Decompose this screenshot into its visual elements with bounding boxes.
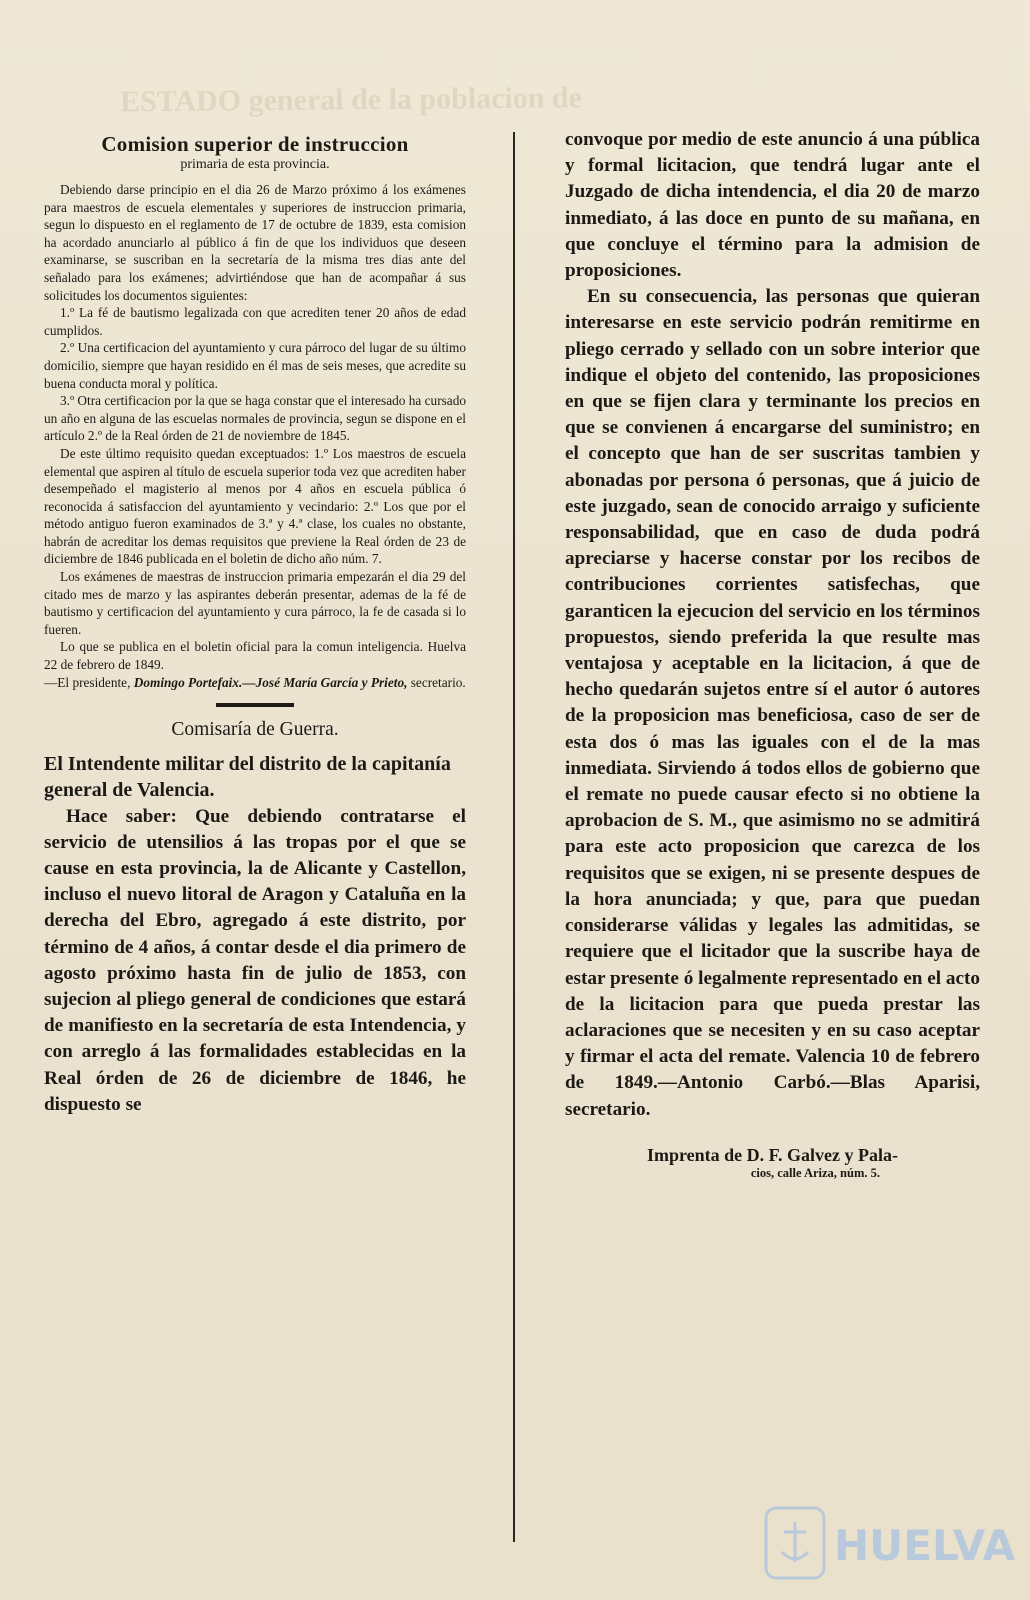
- section-divider: [216, 703, 294, 707]
- paragraph: Los exámenes de maestras de instruccion primaria empezarán el dia 29 del citado mes de marzo y las aspirantes deberán presentar, ademas de la fé de bautismo y certificacion del ayuntamiento y cura párroco, la fe de casada si lo fueren.: [44, 569, 466, 637]
- paragraph: Lo que se publica en el boletin oficial para la comun inteligencia. Huelva 22 de febrero de 1849.: [44, 639, 466, 673]
- paragraph: Debiendo darse principio en el dia 26 de Marzo próximo á los exámenes para maestros de escuela elementales y superiores de instruccion primaria, segun lo dispuesto en el reglamento de 17 de octubre de 1839, esta comision ha acordado anunciarlo al público á fin de que los individuos que deseen examinarse, se suscriban en la secretaría de la misma tres dias ante del señalado para los exámenes; advirtiéndose que han de acompañar á sus solicitudes los documentos siguientes:: [44, 182, 466, 303]
- signature-line: [44, 674, 466, 692]
- column-rule: [513, 132, 515, 1542]
- archive-watermark: [764, 1500, 1024, 1590]
- paragraph: De este último requisito quedan exceptuados: 1.º Los maestros de escuela elemental que aspiren al título de escuela superior toda vez que acrediten haber desempeñado el magisterio al menos por 4 años en escuela pública ó reconocida á satisfaccion del ayuntamiento y vecindario: 2.º Los que por el método antiguo fueron examinados de 3.ª y 4.ª clase, los cuales no obstante, habrán de acreditar los demas requisitos que previene la Real órden de 23 de diciembre de 1846 publicada en el boletin de dicho año núm. 7.: [44, 445, 466, 567]
- stamp-text: HUELVA: [834, 1521, 1016, 1570]
- comisaria-notice-continued: [565, 127, 980, 1123]
- paragraph: 1.º La fé de bautismo legalizada con que acrediten tener 20 años de edad cumplidos.: [44, 305, 466, 338]
- article-subtitle: primaria de esta provincia.: [180, 157, 330, 172]
- notice-body: Hace saber: Que debiendo contratarse el servicio de utensilios á las tropas por el que se cause en esta provincia, la de Alicante y Castellon, incluso el nuevo litoral de Aragon y Cataluña en la derecha del Ebro, agregado á este distrito, por término de 4 años, á contar desde el dia primero de agosto próximo hasta fin de julio de 1853, con sujecion al pliego general de condiciones que estará de manifiesto en la secretaría de esta Intendencia, y con arreglo á las formalidades establecidas en la Real órden de 26 de diciembre de 1846, he dispuesto se: [44, 805, 466, 1115]
- sig-prefix: —El presidente,: [44, 674, 134, 690]
- bleed-through-header: ESTADO general de la poblacion de: [119, 81, 583, 119]
- notice-lead: El Intendente militar del distrito de la capitanía general de Valencia.: [44, 753, 451, 802]
- right-column: [565, 127, 980, 1181]
- paragraph: convoque por medio de este anuncio á una pública y formal licitacion, que tendrá lugar ante el Juzgado de dicha intendencia, el dia 20 de marzo inmediato, á las doce en punto de su mañana, en que concluye el término para la admision de proposiciones.: [565, 129, 980, 282]
- left-column: [44, 132, 466, 1118]
- imprint-address: cios, calle Ariza, núm. 5.: [750, 1165, 880, 1180]
- comision-notice: [44, 181, 466, 691]
- paragraph: 2.º Una certificacion del ayuntamiento y cura párroco del lugar de su último domicilio, siempre que hayan residido en él mas de seis meses, que acredite su buena conducta moral y política.: [44, 340, 466, 391]
- imprint-line: Imprenta de D. F. Galvez y Pala-: [647, 1144, 898, 1165]
- signatories: Domingo Portefaix.—José María García y Prieto,: [133, 674, 408, 690]
- article-title: Comision superior de instruccion: [101, 132, 409, 156]
- comisaria-notice: [44, 751, 466, 1118]
- sig-suffix: secretario.: [407, 674, 466, 690]
- paragraph: En su consecuencia, las personas que quieran interesarse en este servicio podrán remitirme en pliego cerrado y sellado con un sobre interior que indique el objeto del contenido, las proposiciones en que se fijen clara y terminante los precios en que se convienen á encargarse del suministro; en el concepto que han de ser suscritas tambien y abonadas por persona ó personas, que á juicio de este juzgado, sean de conocido arraigo y suficiente responsabilidad, que en caso de duda podrá apreciarse y hacerse constar por los recibos de contribuciones corrientes satisfechas, que garanticen la ejecucion del servicio en los términos propuestos, siendo preferida la que resulte mas ventajosa y aceptable en la licitacion, á que de hecho quedarán sujetos entre sí el autor ó autores de la proposicion mas beneficiosa, caso de ser de esta dos ó mas las iguales con el de la mas inmediata. Sirviendo á todos ellos de gobierno que el remate no puede causar efecto si no obtiene la aprobacion de S. M., que asimismo no se admitirá para este acto proposicion que carezca de los requisitos que se exigen, ni se presente despues de la hora anunciada; y que, para que puedan considerarse válidas y legales las admitidas, se requiere que el licitador que la suscribe haya de estar presente ó legalmente representado en el acto de la licitacion para que pueda prestar las aclaraciones que se necesiten y en su caso aceptar y firmar el acta del remate. Valencia 10 de febrero de 1849.—Antonio Carbó.—Blas Aparisi, secretario.: [565, 286, 980, 1120]
- anchor-icon: [782, 1522, 808, 1562]
- paragraph: 3.º Otra certificacion por la que se haga constar que el interesado ha cursado un año en alguna de las escuelas normales de provincia, segun se dispone en el artículo 2.º de la Real órden de 21 de noviembre de 1845.: [44, 393, 466, 444]
- section-title: Comisaría de Guerra.: [171, 719, 339, 741]
